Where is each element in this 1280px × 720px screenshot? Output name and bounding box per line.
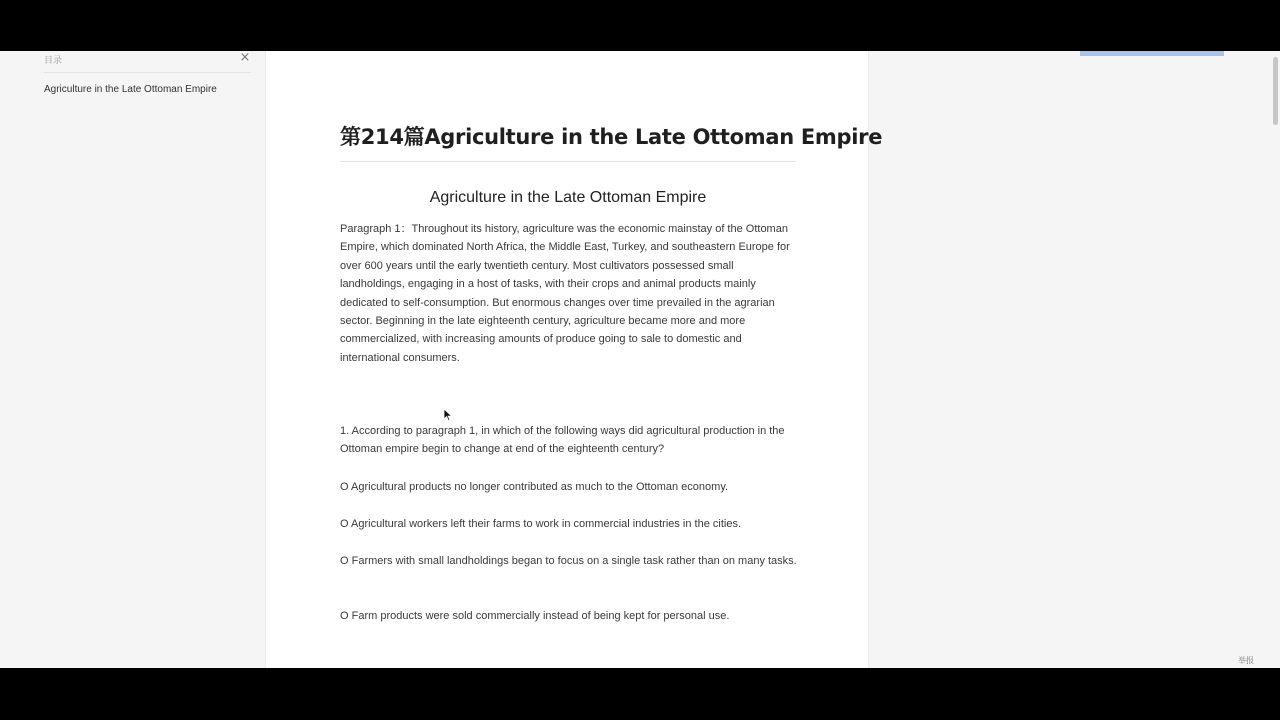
scrollbar-thumb[interactable]	[1273, 57, 1278, 125]
scrollbar-track[interactable]	[1270, 51, 1280, 668]
toc-header	[44, 51, 251, 73]
answer-option-1[interactable]: O Agricultural products no longer contributed as much to the Ottoman economy.	[340, 481, 729, 493]
toc-sidebar	[0, 51, 265, 668]
answer-option-4[interactable]: O Farm products were sold commercially instead of being kept for personal use.	[340, 610, 730, 622]
question-1: 1. According to paragraph 1, in which of the following ways did agricultural production in the Ottoman empire begin to change at end of the eighteenth century?	[340, 425, 785, 456]
mouse-cursor-icon	[443, 408, 453, 422]
document-page	[265, 51, 883, 668]
answer-option-3[interactable]: O Farmers with small landholdings began to focus on a single task rather than on many tasks.	[340, 555, 797, 567]
toc-title: 目录	[44, 56, 63, 66]
close-icon[interactable]: ×	[239, 50, 251, 65]
answer-option-2[interactable]: O Agricultural workers left their farms to work in commercial industries in the cities.	[340, 518, 742, 530]
paragraph-1: Paragraph 1：Throughout its history, agriculture was the economic mainstay of the Ottoman Empire, which dominated North Africa, the Middle East, Turkey, and southeastern Europe for over 600 years until the early twentieth century. Most cultivators possessed small landholdings, engaging in a host of tasks, with their crops and animal products mainly dedicated to self-consumption. But enormous changes over time prevailed in the agrarian sector. Beginning in the late eighteenth century, agriculture became more and more commercialized, with increasing amounts of produce going to sale to domestic and international consumers.	[340, 223, 790, 364]
letterbox-bottom	[0, 668, 1280, 720]
title-divider	[340, 161, 796, 162]
accent-bar	[1080, 51, 1224, 56]
report-link[interactable]: 举报	[1238, 656, 1254, 665]
toc-item[interactable]: Agriculture in the Late Ottoman Empire	[44, 84, 217, 95]
document-title: 第214篇Agriculture in the Late Ottoman Empire	[340, 125, 883, 149]
document-viewport	[0, 51, 1280, 668]
letterbox-top	[0, 0, 1280, 51]
article-heading: Agriculture in the Late Ottoman Empire	[429, 189, 707, 206]
